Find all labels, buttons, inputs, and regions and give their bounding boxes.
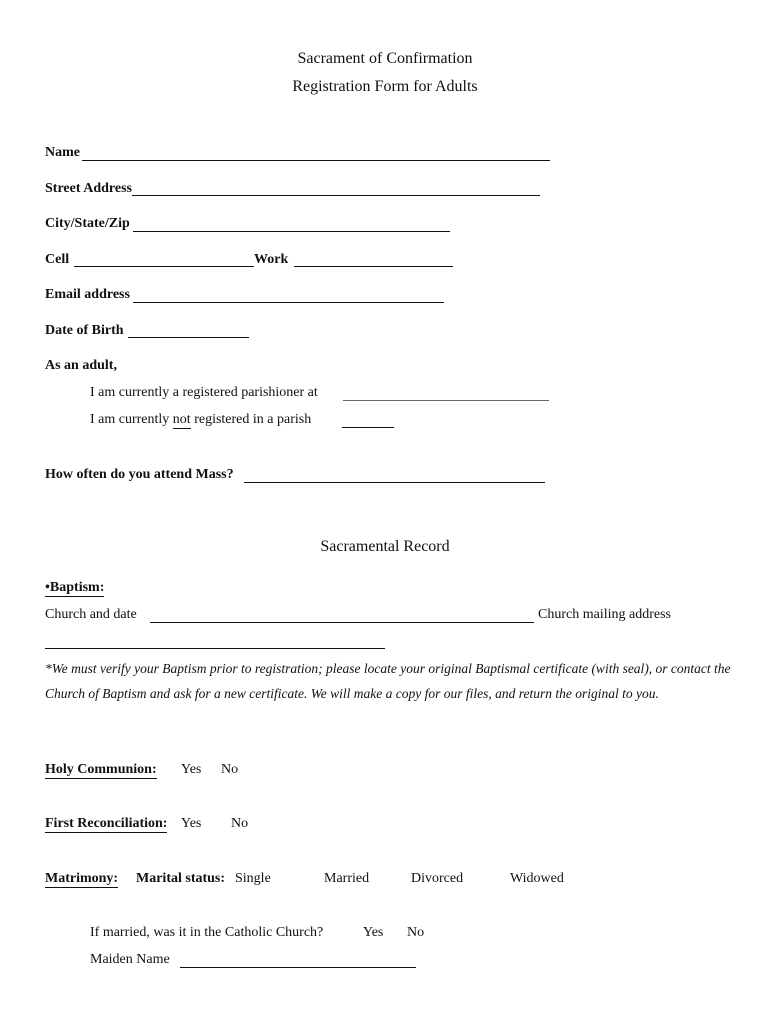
registered-parish-field[interactable]	[343, 400, 549, 401]
form-subtitle: Registration Form for Adults	[292, 78, 478, 95]
first-reconciliation-no[interactable]: No	[231, 816, 249, 831]
church-date-field[interactable]	[150, 622, 534, 623]
sacramental-record-heading: Sacramental Record	[320, 538, 450, 555]
maiden-name-label: Maiden Name	[90, 952, 170, 967]
work-label: Work	[254, 252, 289, 267]
baptism-verification-note: *We must verify your Baptism prior to registration; please locate your original Baptismal certificate (with seal), or contact the Church of Baptism and ask for a new certificate. We will make a copy for our files, and return the original to you.	[45, 661, 731, 701]
church-mailing-field[interactable]	[45, 648, 385, 649]
maiden-name-field[interactable]	[180, 967, 416, 968]
city-state-zip-field[interactable]	[133, 231, 450, 232]
marital-status-divorced[interactable]: Divorced	[411, 871, 464, 886]
mass-attendance-field[interactable]	[244, 482, 545, 483]
church-date-label: Church and date	[45, 607, 137, 622]
street-address-field[interactable]	[132, 195, 540, 196]
date-of-birth-field[interactable]	[128, 337, 249, 338]
catholic-church-no[interactable]: No	[407, 925, 425, 940]
marital-status-label: Marital status:	[136, 871, 226, 886]
church-mailing-label: Church mailing address	[538, 607, 671, 622]
first-reconciliation-label: First Reconciliation:	[45, 816, 168, 831]
not-registered-label: I am currently not registered in a parish	[90, 412, 312, 427]
date-of-birth-label: Date of Birth	[45, 323, 124, 338]
form-title: Sacrament of Confirmation	[297, 50, 473, 67]
holy-communion-label: Holy Communion:	[45, 762, 157, 777]
not-emphasis: not	[172, 412, 191, 427]
first-reconciliation-yes[interactable]: Yes	[181, 816, 202, 831]
baptism-label: •Baptism:	[45, 580, 105, 595]
email-field[interactable]	[133, 302, 444, 303]
matrimony-label: Matrimony:	[45, 871, 119, 886]
work-field[interactable]	[294, 266, 453, 267]
holy-communion-yes[interactable]: Yes	[181, 762, 202, 777]
cell-label: Cell	[45, 252, 70, 267]
email-label: Email address	[45, 287, 130, 302]
marital-status-widowed[interactable]: Widowed	[510, 871, 564, 886]
street-address-label: Street Address	[45, 181, 132, 196]
cell-field[interactable]	[74, 266, 254, 267]
not-registered-field[interactable]	[342, 427, 394, 428]
registered-parishioner-label: I am currently a registered parishioner at	[90, 385, 318, 400]
name-label: Name	[45, 145, 80, 160]
marital-status-single[interactable]: Single	[235, 871, 271, 886]
catholic-church-yes[interactable]: Yes	[363, 925, 384, 940]
marital-status-married[interactable]: Married	[324, 871, 370, 886]
holy-communion-no[interactable]: No	[221, 762, 239, 777]
catholic-church-question: If married, was it in the Catholic Church?	[90, 925, 324, 940]
name-field[interactable]	[82, 160, 550, 161]
mass-attendance-label: How often do you attend Mass?	[45, 467, 234, 482]
adult-heading: As an adult,	[45, 358, 117, 373]
city-state-zip-label: City/State/Zip	[45, 216, 130, 231]
